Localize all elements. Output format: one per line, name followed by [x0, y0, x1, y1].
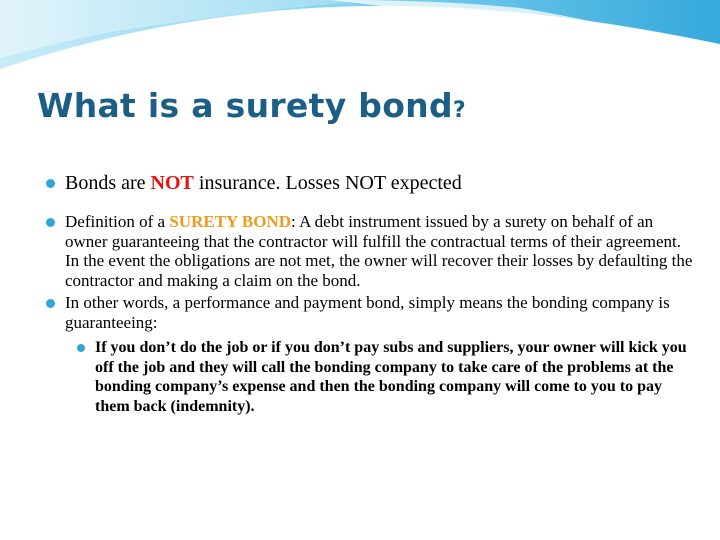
sub-bullet-text: If you don’t do the job or if you don’t pay subs and suppliers, your owner will kick you off the job and they will call the bonding company to take care of the problems at the bonding company’s expense and then the bonding company will come to you to pay them back (indemnity). [95, 339, 687, 415]
sub-bullet-explanation [75, 338, 696, 416]
emphasis-surety-bond: SURETY BOND [169, 212, 292, 231]
emphasis-not: NOT [150, 172, 194, 194]
slide-title-question-mark: ? [452, 98, 466, 123]
bullet-not-insurance [46, 170, 696, 196]
bullet-text: Bonds are [65, 172, 151, 194]
bullet-in-other-words [46, 293, 696, 332]
slide-title [37, 86, 466, 125]
bullet-dot-icon [46, 299, 55, 308]
bullet-text-rest: : A debt instrument issued by a surety on behalf of an owner guaranteeing that the contractor will fulfill the contractual terms of their agreement. In the event the obligations are not met, the owner will recover their losses by defaulting the contractor and making a claim on the bond. [65, 212, 693, 290]
bullet-text: Definition of a [65, 212, 170, 231]
slide-title-text: What is a surety bond [37, 86, 453, 125]
bullet-definition [46, 212, 696, 290]
header-wave-decoration [0, 0, 720, 90]
bullet-text: In other words, a performance and payment bond, simply means the bonding company is guaranteeing: [65, 293, 670, 332]
bullet-dot-icon [46, 179, 55, 188]
bullet-dot-icon [46, 218, 55, 227]
sub-bullet-dot-icon [77, 344, 85, 352]
slide-body [46, 170, 696, 416]
bullet-text-rest: insurance. Losses NOT expected [193, 172, 462, 194]
